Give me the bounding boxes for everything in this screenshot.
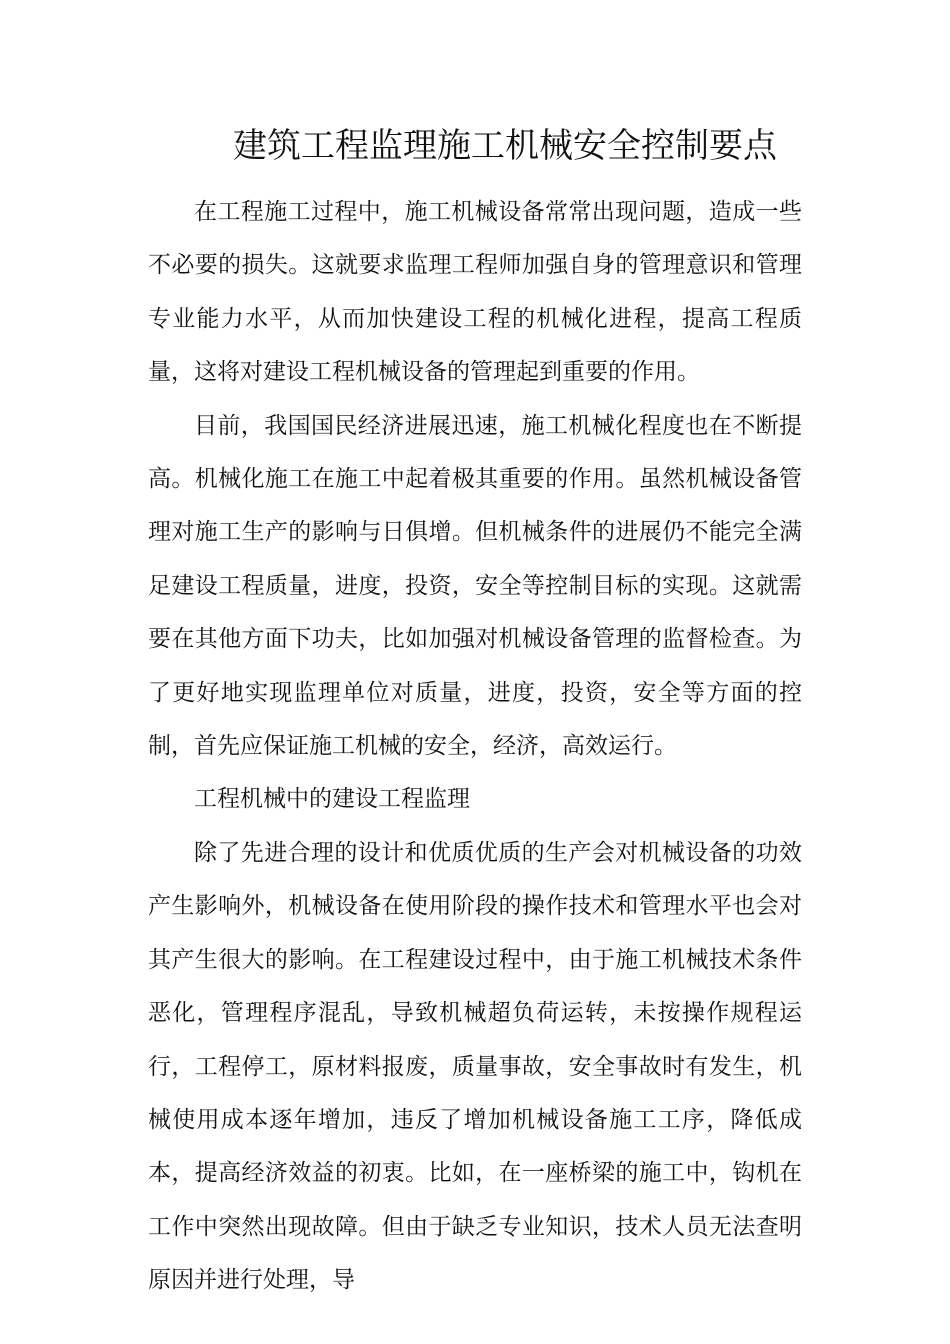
section-heading: 工程机械中的建设工程监理 — [194, 786, 470, 813]
document-title: 建筑工程监理施工机械安全控制要点 — [233, 126, 777, 166]
document-body — [148, 186, 802, 1308]
paragraph-background: 目前，我国国民经济进展迅速，施工机械化程度也在不断提高。机械化施工在施工中起着极其重要的作用。虽然机械设备管理对施工生产的影响与日俱增。但机械条件的进展仍不能完全满足建设工程质量，进度，投资，安全等控制目标的实现。这就需要在其他方面下功夫，比如加强对机械设备管理的监督检查。为了更好地实现监理单位对质量，进度，投资，安全等方面的控制，首先应保证施工机械的安全，经济，高效运行。 — [148, 412, 802, 760]
paragraph-intro: 在工程施工过程中，施工机械设备常常出现问题，造成一些不必要的损失。这就要求监理工程师加强自身的管理意识和管理专业能力水平，从而加快建设工程的机械化进程，提高工程质量，这将对建设工程机械设备的管理起到重要的作用。 — [148, 199, 802, 386]
paragraph-machinery-impact: 除了先进合理的设计和优质优质的生产会对机械设备的功效产生影响外，机械设备在使用阶段的操作技术和管理水平也会对其产生很大的影响。在工程建设过程中，由于施工机械技术条件恶化，管理程序混乱，导致机械超负荷运转，未按操作规程运行，工程停工，原材料报废，质量事故，安全事故时有发生，机械使用成本逐年增加，违反了增加机械设备施工工序，降低成本，提高经济效益的初衷。比如，在一座桥梁的施工中，钩机在工作中突然出现故障。但由于缺乏专业知识，技术人员无法查明原因并进行处理，导 — [148, 839, 802, 1294]
